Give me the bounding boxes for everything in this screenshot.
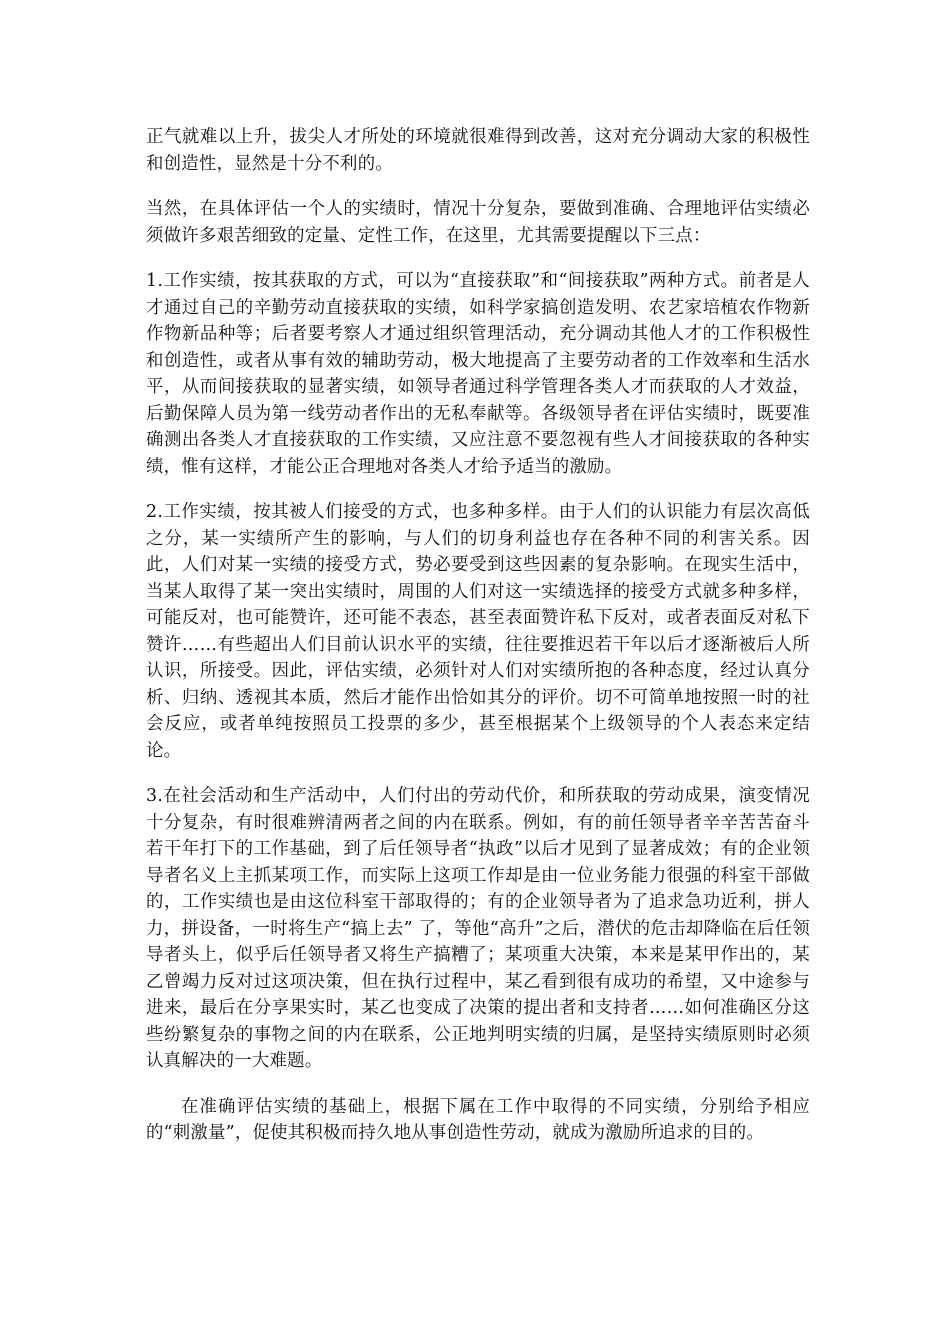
paragraph-continuation: 正气就难以上升，拔尖人才所处的环境就很难得到改善，这对充分调动大家的积极性和创造性，显然是十分不利的。 [146, 127, 810, 174]
paragraph-point-3: 3.在社会活动和生产活动中，人们付出的劳动代价，和所获取的劳动成果，演变情况十分复杂，有时很难辨清两者之间的内在联系。例如，有的前任领导者辛辛苦苦奋斗若干年打下的工作基础，到了后任领导者“执政”以后才见到了显著成效；有的企业领导者名义上主抓某项工作，而实际上这项工作却是由一位业务能力很强的科室干部做的，工作实绩也是由这位科室干部取得的；有的企业领导者为了追求急功近利，拼人力，拼设备，一时将生产“搞上去” 了，等他“高升”之后，潜伏的危击却降临在后任领导者头上，似乎后任领导者又将生产搞糟了；某项重大决策，本来是某甲作出的，某乙曾竭力反对过这项决策，但在执行过程中，某乙看到很有成功的希望，又中途参与进来，最后在分享果实时，某乙也变成了决策的提出者和支持者……如何准确区分这些纷繁复杂的事物之间的内在联系，公正地判明实绩的归属，是坚持实绩原则时必须认真解决的一大难题。 [146, 786, 810, 1071]
paragraph-point-2: 2.工作实绩，按其被人们接受的方式，也多种多样。由于人们的认识能力有层次高低之分，某一实绩所产生的影响，与人们的切身利益也存在各种不同的利害关系。因此，人们对某一实绩的接受方式，势必要受到这些因素的复杂影响。在现实生活中，当某人取得了某一突出实绩时，周围的人们对这一实绩选择的接受方式就多种多样，可能反对，也可能赞许，还可能不表态，甚至表面赞许私下反对，或者表面反对私下赞许……有些超出人们目前认识水平的实绩，往往要推迟若干年以后才逐渐被后人所认识，所接受。因此，评估实绩，必须针对人们对实绩所抱的各种态度，经过认真分析、归纳、透视其本质，然后才能作出恰如其分的评价。切不可简单地按照一时的社会反应，或者单纯按照员工投票的多少，甚至根据某个上级领导的个人表态来定结论。 [146, 502, 810, 761]
document-body [146, 124, 810, 1166]
paragraph-point-1: 1.工作实绩，按其获取的方式，可以为“直接获取”和“间接获取”两种方式。前者是人才通过自己的辛勤劳动直接获取的实绩，如科学家搞创造发明、农艺家培植农作物新作物新品种等；后者要考察人才通过组织管理活动，充分调动其他人才的工作积极性和创造性，或者从事有效的辅助劳动，极大地提高了主要劳动者的工作效率和生活水平，从而间接获取的显著实绩，如领导者通过科学管理各类人才而获取的人才效益，后勤保障人员为第一线劳动者作出的无私奉献等。各级领导者在评估实绩时，既要准确测出各类人才直接获取的工作实绩，又应注意不要忽视有些人才间接获取的各种实绩，惟有这样，才能公正合理地对各类人才给予适当的激励。 [146, 271, 810, 477]
paragraph-conclusion: 在准确评估实绩的基础上，根据下属在工作中取得的不同实绩，分别给予相应的“刺激量”，促使其积极而持久地从事创造性劳动，就成为激励所追求的目的。 [146, 1096, 810, 1143]
paragraph-intro-three-points: 当然，在具体评估一个人的实绩时，情况十分复杂，要做到准确、合理地评估实绩必须做许多艰苦细致的定量、定性工作，在这里，尤其需要提醒以下三点： [146, 199, 810, 246]
